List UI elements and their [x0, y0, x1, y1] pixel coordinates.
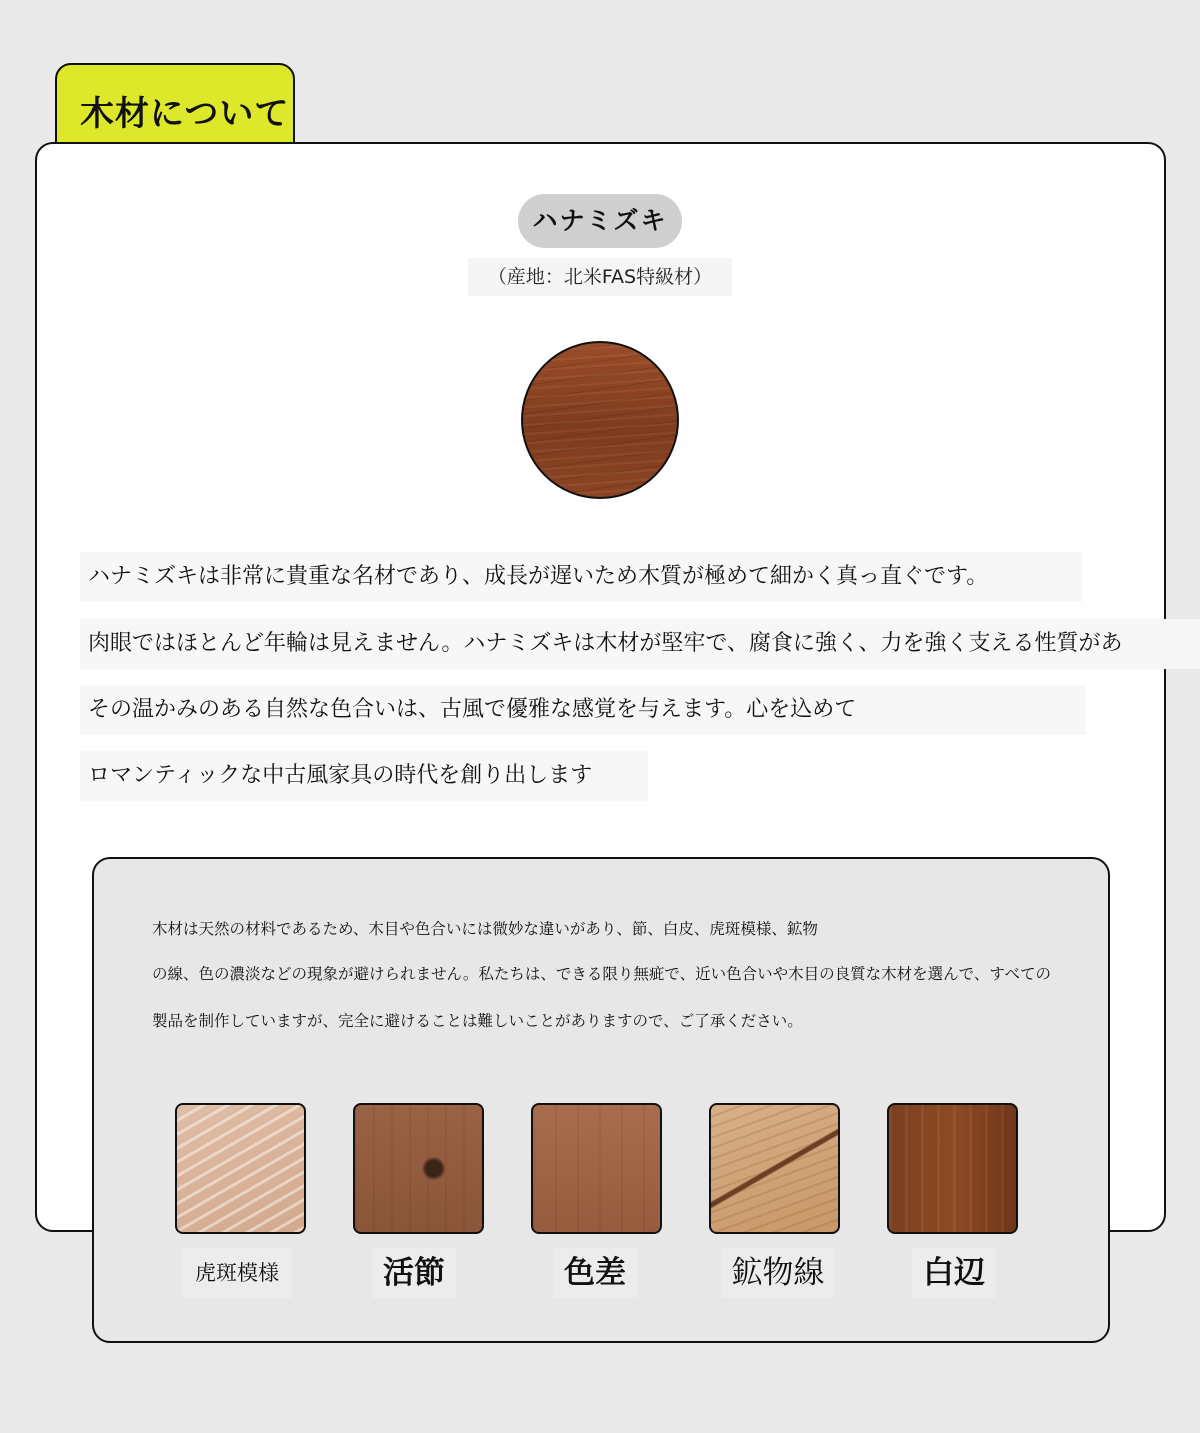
description-line-1: ハナミズキは非常に貴重な名材であり、成長が遅いため木質が極めて細かく真っ直ぐです。 — [80, 552, 1082, 602]
notice-line-2: の線、色の濃淡などの現象が避けられません。私たちは、できる限り無疵で、近い色合いや木目の良質な木材を選んで、すべての — [152, 965, 1052, 983]
color-difference-sample-image — [531, 1103, 662, 1234]
notice-line-1: 木材は天然の材料であるため、木目や色合いには微妙な違いがあり、節、白皮、虎斑模様、鉱物 — [152, 920, 818, 938]
mineral-streak-sample-image — [709, 1103, 840, 1234]
live-knot-sample-image — [353, 1103, 484, 1234]
description-line-4: ロマンティックな中古風家具の時代を創り出します — [80, 751, 648, 801]
sample-label-live-knot: 活節 — [372, 1248, 456, 1298]
sample-label-sapwood: 白辺 — [912, 1248, 996, 1298]
description-line-3: その温かみのある自然な色合いは、古風で優雅な感覚を与えます。心を込めて — [80, 685, 1086, 735]
notice-line-3: 製品を制作していますが、完全に避けることは難しいことがありますので、ご了承ください。 — [152, 1012, 803, 1030]
wood-swatch-image — [521, 341, 679, 499]
sample-label-mineral-streak: 鉱物線 — [722, 1248, 834, 1298]
wood-origin: （産地：北米FAS特級材） — [468, 258, 732, 296]
tiger-stripe-sample-image — [175, 1103, 306, 1234]
sample-label-color-difference: 色差 — [553, 1248, 637, 1298]
section-title: 木材について — [80, 94, 290, 134]
wood-name-badge: ハナミズキ — [518, 194, 682, 248]
sample-label-tiger-stripe: 虎斑模様 — [182, 1248, 292, 1298]
description-line-2: 肉眼ではほとんど年輪は見えません。ハナミズキは木材が堅牢で、腐食に強く、力を強く支える性質があ — [80, 619, 1200, 669]
sapwood-sample-image — [887, 1103, 1018, 1234]
